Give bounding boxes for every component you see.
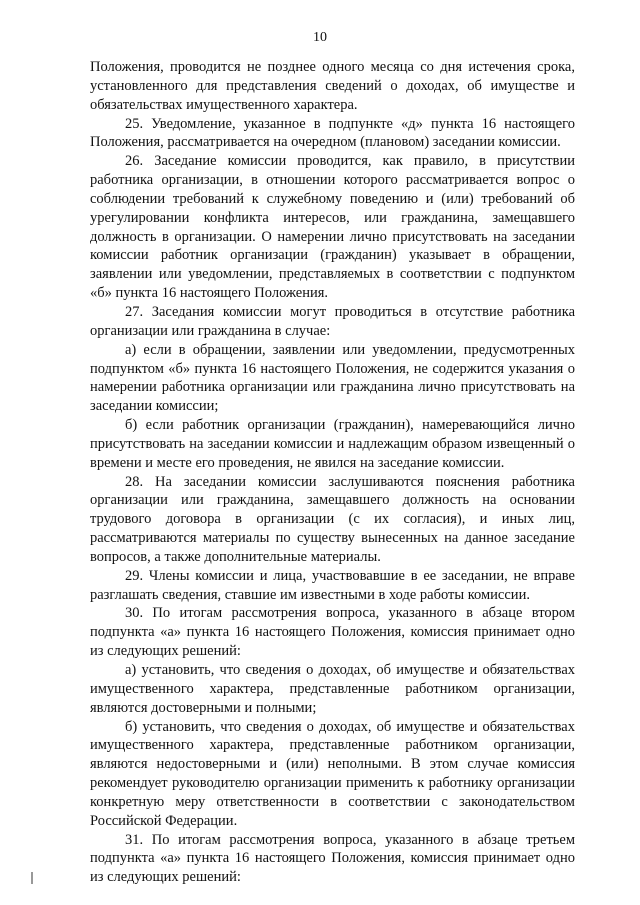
scan-edge-mark [31,872,33,884]
paragraph-25: 25. Уведомление, указанное в подпункте «д» пункта 16 настоящего Положения, рассматривается на очередном (плановом) заседании комиссии. [90,115,575,151]
paragraph-continuation: Положения, проводится не позднее одного месяца со дня истечения срока, установленного для представления сведений о доходах, об имуществе и обязательствах имущественного характера. [90,59,575,113]
paragraph-27-b: б) если работник организации (гражданин), намеревающийся лично присутствовать на заседании комиссии и надлежащим образом извещенный о времени и месте его проведения, не явился на заседание комиссии. [90,417,575,471]
paragraph-30-b: б) установить, что сведения о доходах, об имуществе и обязательствах имущественного характера, представленные работником организации, являются недостоверными и (или) неполными. В этом случае комиссия рекомендует руководителю организации применить к работнику организации конкретную меру ответственности в соответствии с законодательством Российской Федерации. [90,718,575,829]
paragraph-30: 30. По итогам рассмотрения вопроса, указанного в абзаце втором подпункта «а» пункта 16 настоящего Положения, комиссия принимает одно из следующих решений: [90,605,575,660]
paragraph-31: 31. По итогам рассмотрения вопроса, указанного в абзаце третьем подпункта «а» пункта 16 настоящего Положения, комиссия принимает одно из следующих решений: [90,831,575,886]
document-body [90,58,575,887]
paragraph-28: 28. На заседании комиссии заслушиваются пояснения работника организации или гражданина, замещавшего должность на основании трудового договора в организации (с их согласия), и иных лиц, рассматриваются материалы по существу вынесенных на данное заседание вопросов, а также дополнительные материалы. [90,473,575,565]
paragraph-26: 26. Заседание комиссии проводится, как правило, в присутствии работника организации, в отношении которого рассматривается вопрос о соблюдении требований к служебному поведению и (или) требований об урегулировании конфликта интересов, или гражданина, замещавшего должность в организации. О намерении лично присутствовать на заседании комиссии работник организации (гражданин) указывает в обращении, заявлении или уведомлении, представляемых в соответствии с подпунктом «б» пункта 16 настоящего Положения. [90,153,575,302]
paragraph-27: 27. Заседания комиссии могут проводиться в отсутствие работника организации или гражданина в случае: [90,303,575,339]
paragraph-30-a: а) установить, что сведения о доходах, об имуществе и обязательствах имущественного характера, представленные работником организации, являются достоверными и полными; [90,662,575,716]
page-number: 10 [313,30,327,45]
paragraph-29: 29. Члены комиссии и лица, участвовавшие в ее заседании, не вправе разглашать сведения, ставшие им известными в ходе работы комиссии. [90,567,575,603]
paragraph-27-a: а) если в обращении, заявлении или уведомлении, предусмотренных подпунктом «б» пункта 16 настоящего Положения, не содержится указания о намерении работника организации или гражданина лично присутствовать на заседании комиссии; [90,341,575,415]
